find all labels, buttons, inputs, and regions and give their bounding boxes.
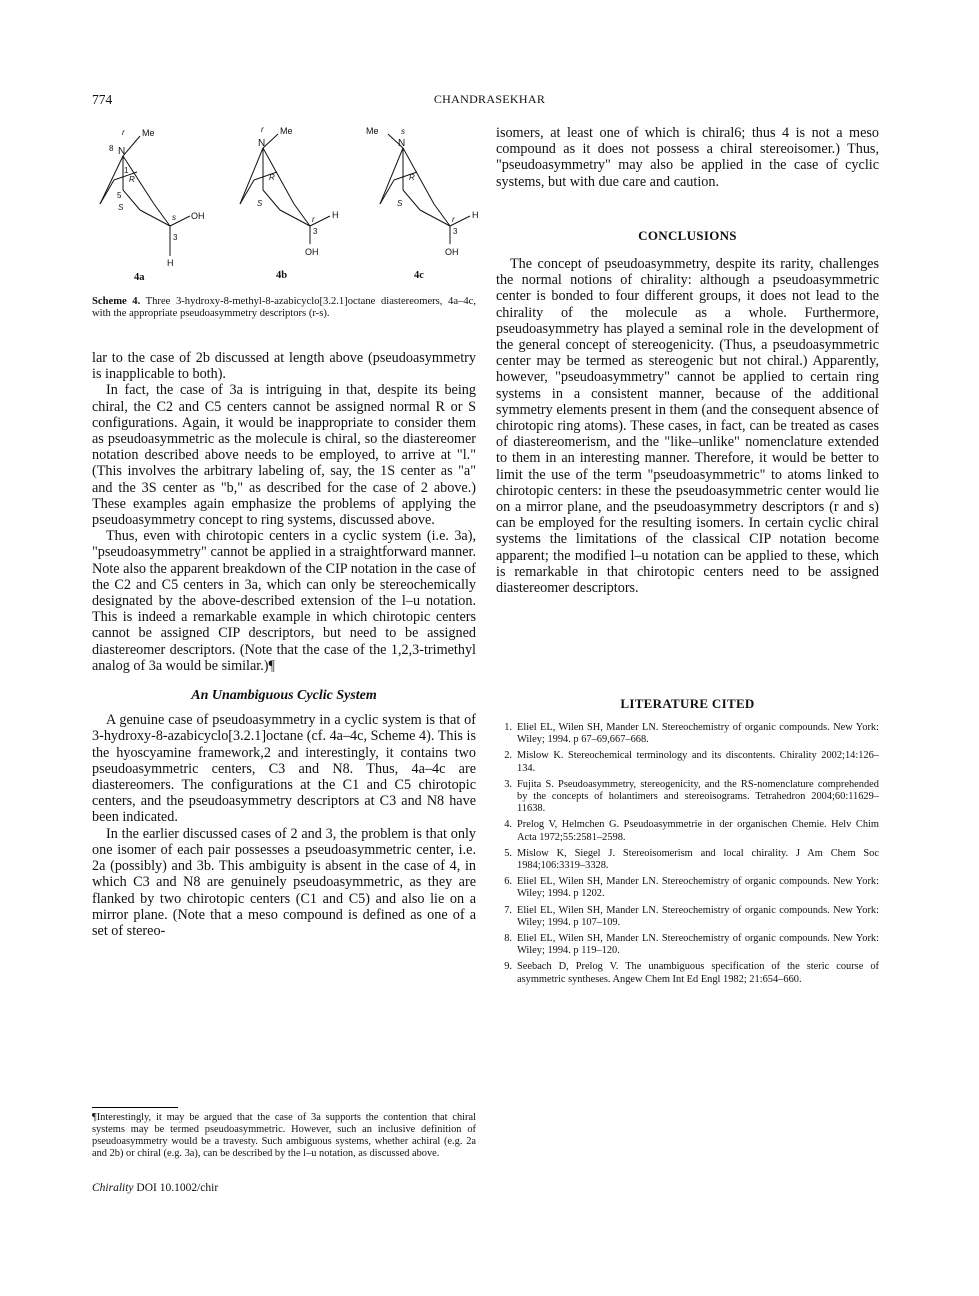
- section-heading: An Unambiguous Cyclic System: [191, 688, 377, 704]
- atom-me: Me: [280, 126, 293, 136]
- paragraph: In the earlier discussed cases of 2 and 3, the problem is that only one isomer of each pair possesses a pseudoasymmetric center, i.e. 2a (possibly) and 3b. This ambiguity is absent in the case of 4, in which C3 and N8 are genuinely pseudoasymmetric, as they are flanked by two chirotopic centers (C1 and C5) and also lie on a mirror plane. (Note that a meso compound is defined as one of a set of stereo-: [92, 825, 476, 939]
- svg-text:R: R: [269, 173, 275, 182]
- atom-n8: N: [118, 146, 126, 157]
- atom-oh: OH: [191, 211, 205, 221]
- reference-item: 4. Prelog V, Helmchen G. Pseudoasymmetrie in der organischen Chemie. Helv Chim Acta 1972;55:2581–2598.: [504, 819, 879, 843]
- footnote: ¶Interestingly, it may be argued that the case of 3a supports the contention that chiral systems may be termed pseudoasymmetric. However, such an inclusive definition of pseudoasymmetry would be a travesty. Such ambiguous systems, whether achiral (e.g. 2a and 2b) or chiral (e.g. 3a), can be described by the l–u notation, as discussed above.: [92, 1112, 476, 1159]
- scheme-caption-text: Three 3-hydroxy-8-methyl-8-azabicyclo[3.2.1]octane diastereomers, 4a–4c, with the appropriate pseudoasymmetry descriptors (r-s).: [92, 296, 476, 320]
- paragraph: In fact, the case of 3a is intriguing in that, despite its being chiral, the C2 and C5 centers cannot be assigned normal R or S configurations. Again, it would be inappropriate to consider them as pseudoasymmetric as the molecule is chiral, so the diastereomer notation described above needs to be employed, to arrive at "l." (This involves the arbitrary labeling of, say, the 1S center as "a" and the 3S center as "b," as described for the case of 2 above.) These examples again emphasize the problems of applying the pseudoasymmetry concept to ring systems, discussed above.: [92, 382, 476, 529]
- atom-n8: N: [398, 138, 406, 149]
- svg-text:S: S: [397, 199, 403, 208]
- paragraph: lar to the case of 2b discussed at length above (pseudoasymmetry is inapplicable to both).: [92, 350, 476, 383]
- molecule-4c: [366, 126, 479, 257]
- molecule-4a: [100, 128, 205, 268]
- svg-text:r: r: [452, 215, 455, 224]
- atom-n8: N: [258, 138, 266, 149]
- left-column: [92, 350, 476, 939]
- svg-text:5: 5: [117, 191, 122, 200]
- svg-text:r: r: [312, 215, 315, 224]
- atom-h: H: [472, 210, 479, 220]
- right-column: [496, 125, 879, 596]
- journal-doi: DOI 10.1002/chir: [136, 1182, 219, 1194]
- atom-h: H: [332, 210, 339, 220]
- reference-item: 6. Eliel EL, Wilen SH, Mander LN. Stereochemistry of organic compounds. New York: Wiley; 1994. p 1202.: [504, 876, 879, 900]
- svg-text:s: s: [401, 127, 405, 136]
- reference-list: [496, 722, 879, 990]
- svg-text:8: 8: [109, 144, 114, 153]
- atom-me: Me: [142, 128, 155, 138]
- svg-text:1: 1: [124, 166, 129, 175]
- reference-item: 2. Mislow K. Stereochemical terminology and its discontents. Chirality 2002;14:126–134.: [504, 750, 879, 774]
- page-number: 774: [92, 92, 113, 107]
- svg-text:3: 3: [313, 227, 318, 236]
- reference-item: 7. Eliel EL, Wilen SH, Mander LN. Stereochemistry of organic compounds. New York: Wiley; 1994. p 107–109.: [504, 904, 879, 928]
- journal-name: Chirality: [92, 1182, 134, 1194]
- atom-me: Me: [366, 126, 379, 136]
- paragraph: The concept of pseudoasymmetry, despite its rarity, challenges the normal notions of chirality: although a pseudoasymmetric center is bonded to four different groups, it does not lead to the chirality of the molecule as a whole. Furthermore, pseudoasymmetry has played a seminal role in the development of the general concept of stereogenicity. (Thus, a pseudoasymmetric center may be termed as stereogenic but not chiral.) Apparently, however, "pseudoasymmetry" cannot be applied to certain ring systems in a consistent manner, because of the additional symmetry elements present in them (and the consequent absence of chirotopic ring atoms). These cases, in fact, can be treated as cases of diastereomerism, and the "like–unlike" nomenclature extended to them in an interesting manner. Therefore, it would be better to limit the use of the term "pseudoasymmetric" to atoms linked to chirotopic centers: in these the pseudoasymmetric center would lie on a mirror plane, and the pseudoasymmetry descriptors (r and s) can be employed for the resulting isomers. In certain cyclic chiral systems the limitations of the classical CIP notation become apparent; the modified l–u notation can be applied to these, which is remarkable in that chirotopic centers need to be assigned diastereomer descriptors.: [496, 256, 879, 597]
- paragraph: Thus, even with chirotopic centers in a cyclic system (i.e. 3a), "pseudoasymmetry" cannot be applied in a straightforward manner. Note also the apparent breakdown of the CIP notation in the case of the C2 and C5 centers in 3a, which can only be stereochemically designated by the above-described extension of the l–u notation. This is indeed a remarkable example in which chirotopic centers cannot be assigned CIP descriptors, but need to be assigned diastereomer descriptors. (Note that the case of the 1,2,3-trimethyl analog of 3a would be similar.)¶: [92, 528, 476, 674]
- reference-item: 3. Fujita S. Pseudoasymmetry, stereogenicity, and the RS-nomenclature comprehended by the concepts of holantimers and stereoisograms. Tetrahedron 2004;60:11629–11638.: [504, 778, 879, 815]
- reference-item: 9. Seebach D, Prelog V. The unambiguous specification of the steric course of asymmetric syntheses. Angew Chem Int Ed Engl 1982; 21:654–660.: [504, 961, 879, 985]
- journal-footer: [92, 1182, 218, 1194]
- atom-h: H: [167, 258, 174, 268]
- label-4a: 4a: [134, 272, 145, 283]
- svg-text:s: s: [172, 213, 176, 222]
- footnote-rule: [92, 1107, 178, 1108]
- label-4b: 4b: [276, 270, 288, 281]
- atom-oh: OH: [305, 247, 319, 257]
- section-heading-literature: LITERATURE CITED: [620, 696, 755, 711]
- svg-text:3: 3: [453, 227, 458, 236]
- paragraph: A genuine case of pseudoasymmetry in a cyclic system is that of 3-hydroxy-8-azabicyclo[3.2.1]octane (cf. 4a–4c, Scheme 4). This is the hyoscyamine framework,2 and interestingly, it contains two pseudoasymmetric centers, C3 and N8. Thus, 4a–4c are diastereomers. The configurations at the C1 and C5 chirotopic centers, and the pseudoasymmetry descriptors at C3 and N8 have been indicated.: [92, 712, 476, 826]
- scheme-caption-label: Scheme 4.: [92, 296, 141, 307]
- running-head: CHANDRASEKHAR: [433, 92, 546, 106]
- svg-text:R: R: [129, 175, 135, 184]
- paragraph: isomers, at least one of which is chiral6; thus 4 is not a meso compound as it does not possess a chiral stereoisomer.) Thus, "pseudoasymmetry" may also be applied in the case of cyclic systems, but with due care and caution.: [496, 125, 879, 190]
- svg-text:3: 3: [173, 233, 178, 242]
- svg-text:S: S: [257, 199, 263, 208]
- svg-text:S: S: [118, 203, 124, 212]
- label-4c: 4c: [414, 270, 424, 281]
- svg-text:r: r: [261, 125, 264, 134]
- section-heading-conclusions: CONCLUSIONS: [638, 227, 737, 243]
- reference-item: 1. Eliel EL, Wilen SH, Mander LN. Stereochemistry of organic compounds. New York: Wiley; 1994. p 67–69,667–668.: [504, 722, 879, 746]
- svg-text:r: r: [122, 128, 125, 137]
- atom-oh: OH: [445, 247, 459, 257]
- reference-item: 8. Eliel EL, Wilen SH, Mander LN. Stereochemistry of organic compounds. New York: Wiley; 1994. p 119–120.: [504, 933, 879, 957]
- scheme-caption: [92, 296, 476, 320]
- svg-text:R: R: [409, 173, 415, 182]
- reference-item: 5. Mislow K, Siegel J. Stereoisomerism and local chirality. J Am Chem Soc 1984;106:3319–3328.: [504, 847, 879, 872]
- molecule-4b: [240, 125, 339, 257]
- scheme-4-figure: [92, 118, 479, 290]
